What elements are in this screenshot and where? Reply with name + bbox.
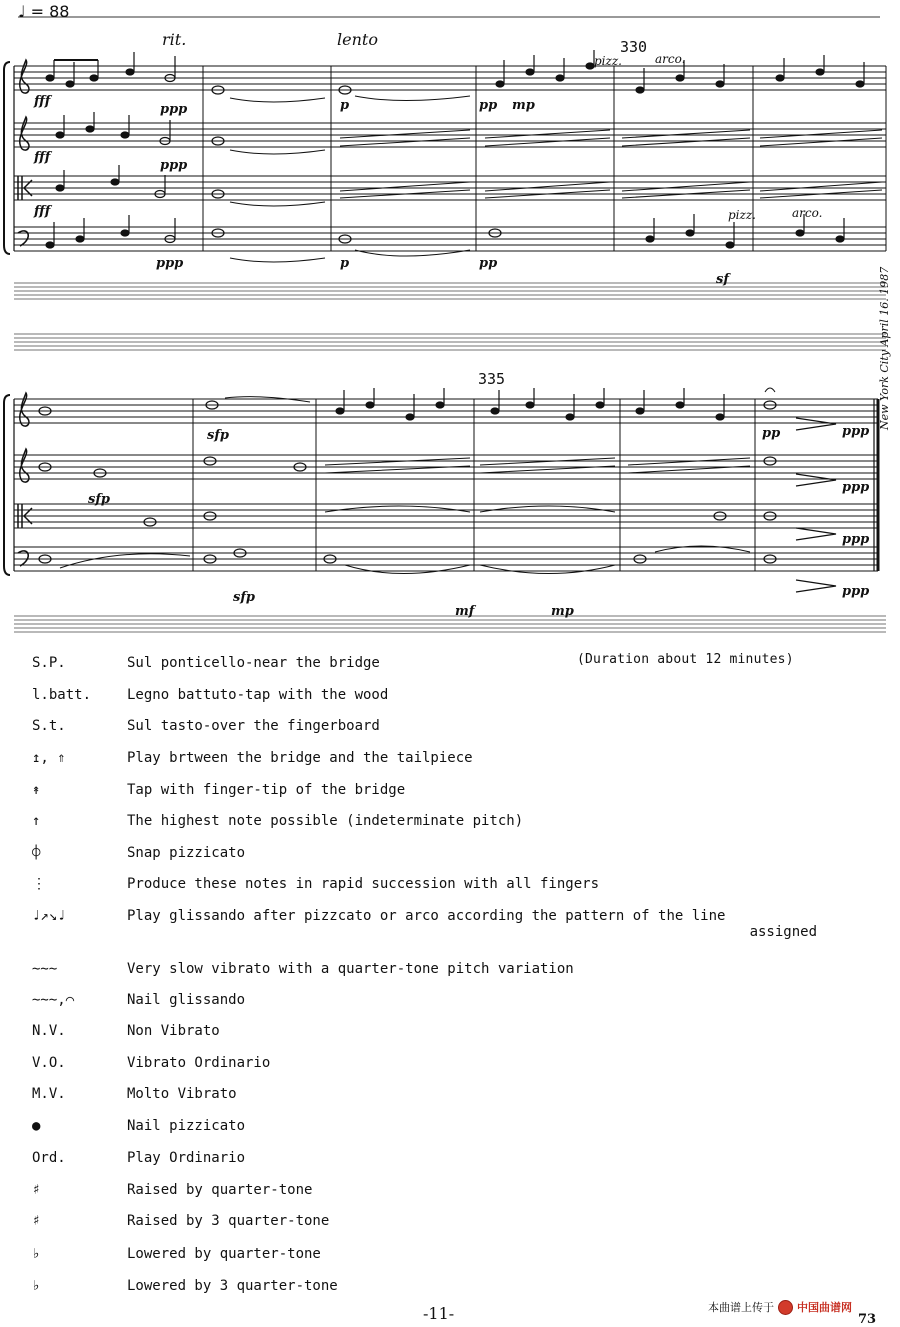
- legend-symbol: V.O.: [32, 1055, 66, 1071]
- legend-description: Lowered by 3 quarter-tone: [127, 1278, 338, 1294]
- legend-row: [22, 687, 882, 715]
- legend-symbol: Ord.: [32, 1150, 66, 1166]
- system-2-notes: [39, 388, 836, 592]
- page-number: -11-: [423, 1304, 455, 1323]
- legend-symbol: N.V.: [32, 1023, 66, 1039]
- site-logo-icon: [778, 1300, 793, 1315]
- bridge-tailpiece-icon: ↥, ⇑: [32, 750, 66, 766]
- nail-glissando-icon: ∼∼∼,⌒: [32, 992, 75, 1008]
- dynamic-ppp: ppp: [842, 424, 870, 439]
- blank-staff-lines: [14, 283, 886, 350]
- dynamic-fff: fff: [34, 150, 51, 165]
- site-name: 中国曲谱网: [797, 1301, 852, 1314]
- dynamic-ppp: ppp: [156, 256, 184, 271]
- dynamic-fff: fff: [34, 94, 51, 109]
- legend-description-line-1: Play glissando after pizzcato or arco according the pattern of the line: [127, 908, 726, 924]
- legend-description: Play Ordinario: [127, 1150, 246, 1166]
- system-bracket: [4, 62, 10, 254]
- legend-description: Tap with finger-tip of the bridge: [127, 782, 406, 798]
- dynamic-sfp: sfp: [233, 590, 256, 605]
- arco-marking: arco.: [655, 52, 686, 66]
- legend-row: [22, 961, 882, 989]
- upload-text: 本曲谱上传于: [708, 1301, 774, 1314]
- legend-description: Raised by 3 quarter-tone: [127, 1213, 330, 1229]
- site-watermark: [708, 1299, 852, 1315]
- measure-1-notes: [46, 52, 175, 248]
- legend-row: [22, 655, 882, 683]
- legend-row: [22, 1023, 882, 1051]
- dynamic-ppp: ppp: [160, 158, 188, 173]
- lento-marking: lento: [337, 30, 378, 49]
- legend-description: Sul ponticello-near the bridge: [127, 655, 380, 671]
- legend-description: Snap pizzicato: [127, 845, 246, 861]
- legend-description: Vibrato Ordinario: [127, 1055, 271, 1071]
- dynamic-pp: pp: [479, 98, 498, 113]
- legend-description: Produce these notes in rapid succession with all fingers: [127, 876, 600, 892]
- measure-3-notes: [339, 86, 470, 256]
- scan-page-number: 73: [858, 1312, 877, 1327]
- music-score: [0, 0, 900, 640]
- music-score-svg: [0, 0, 900, 640]
- highest-note-icon: ↑: [32, 813, 41, 829]
- legend-description: Legno battuto-tap with the wood: [127, 687, 389, 703]
- legend-row: [22, 813, 882, 841]
- ritardando-marking: rit.: [162, 30, 187, 49]
- tap-bridge-icon: ↟: [32, 782, 41, 798]
- legend-row: [22, 1086, 882, 1114]
- dynamic-fff: fff: [34, 204, 51, 219]
- dynamic-ppp: ppp: [842, 532, 870, 547]
- staff-8: [14, 547, 878, 571]
- legend-description: [127, 908, 817, 940]
- arco-marking: arco.: [792, 206, 823, 220]
- staff-1: [14, 66, 886, 90]
- dynamic-mp: mp: [512, 98, 535, 113]
- legend-row: [22, 845, 882, 873]
- dynamic-sfp: sfp: [88, 492, 111, 507]
- slow-vibrato-icon: ∼∼∼: [32, 961, 58, 977]
- legend-symbol: M.V.: [32, 1086, 66, 1102]
- legend-description: Molto Vibrato: [127, 1086, 237, 1102]
- staff-4: [14, 227, 886, 251]
- pizz-marking: pizz.: [594, 54, 622, 68]
- dynamic-p: p: [340, 98, 350, 113]
- measure-number-330: 330: [620, 38, 648, 56]
- legend-row: [22, 1182, 882, 1210]
- legend-symbol: l.batt.: [32, 687, 92, 703]
- dynamic-mf: mf: [455, 604, 475, 619]
- tempo-marking: ♩ = 88: [18, 2, 70, 21]
- measure-number-335: 335: [478, 370, 506, 388]
- legend-row: [22, 1055, 882, 1083]
- system-1: [4, 50, 886, 262]
- dynamic-sf: sf: [716, 272, 729, 287]
- legend-row: [22, 992, 882, 1020]
- glissando-pattern-icon: ♩↗↘♩: [32, 908, 66, 924]
- legend-row: [22, 718, 882, 746]
- dynamic-p: p: [340, 256, 350, 271]
- legend-row: [22, 750, 882, 778]
- nail-pizzicato-icon: ●: [32, 1118, 41, 1134]
- legend-description: Sul tasto-over the fingerboard: [127, 718, 380, 734]
- dynamic-ppp: ppp: [160, 102, 188, 117]
- pizz-marking: pizz.: [728, 208, 756, 222]
- system-2: [4, 388, 878, 592]
- legend-description: Very slow vibrato with a quarter-tone pitch variation: [127, 961, 574, 977]
- dynamic-sfp: sfp: [207, 428, 230, 443]
- legend-description: Non Vibrato: [127, 1023, 220, 1039]
- legend-description-line-2: assigned: [749, 924, 817, 940]
- dynamic-pp: pp: [479, 256, 498, 271]
- dynamic-mp: mp: [551, 604, 574, 619]
- three-quarter-sharp-icon: ♯: [32, 1213, 41, 1229]
- legend-row: [22, 1150, 882, 1178]
- legend-description: Raised by quarter-tone: [127, 1182, 313, 1198]
- blank-staff-lines: [14, 616, 886, 632]
- legend-row: [22, 782, 882, 810]
- legend-row: [22, 908, 882, 952]
- legend-symbol: S.P.: [32, 655, 66, 671]
- staff-7: [14, 504, 878, 528]
- staff-5: [14, 399, 878, 423]
- legend-row: [22, 876, 882, 904]
- system-bracket: [4, 395, 10, 575]
- three-quarter-flat-icon: ♭: [32, 1278, 41, 1294]
- quarter-flat-icon: ♭: [32, 1246, 41, 1262]
- duration-note: (Duration about 12 minutes): [577, 652, 794, 667]
- composer-place-date: New York City April 16. 1987: [878, 266, 891, 430]
- legend-description: Lowered by quarter-tone: [127, 1246, 321, 1262]
- rapid-succession-icon: ⋮: [32, 876, 46, 892]
- legend-row: [22, 1213, 882, 1241]
- quarter-sharp-icon: ♯: [32, 1182, 41, 1198]
- legend-description: The highest note possible (indeterminate pitch): [127, 813, 524, 829]
- staff-2: [14, 123, 886, 147]
- snap-pizzicato-icon: ⌽: [32, 845, 41, 861]
- dynamic-ppp: ppp: [842, 480, 870, 495]
- legend-description: Nail glissando: [127, 992, 246, 1008]
- dynamic-ppp: ppp: [842, 584, 870, 599]
- legend-symbol: S.t.: [32, 718, 66, 734]
- dynamic-pp: pp: [762, 426, 781, 441]
- legend-row: [22, 1118, 882, 1146]
- legend-row: [22, 1246, 882, 1274]
- measure-2-notes: [212, 86, 325, 262]
- legend-description: Play brtween the bridge and the tailpiece: [127, 750, 473, 766]
- legend-description: Nail pizzicato: [127, 1118, 246, 1134]
- staff-3: [14, 176, 886, 200]
